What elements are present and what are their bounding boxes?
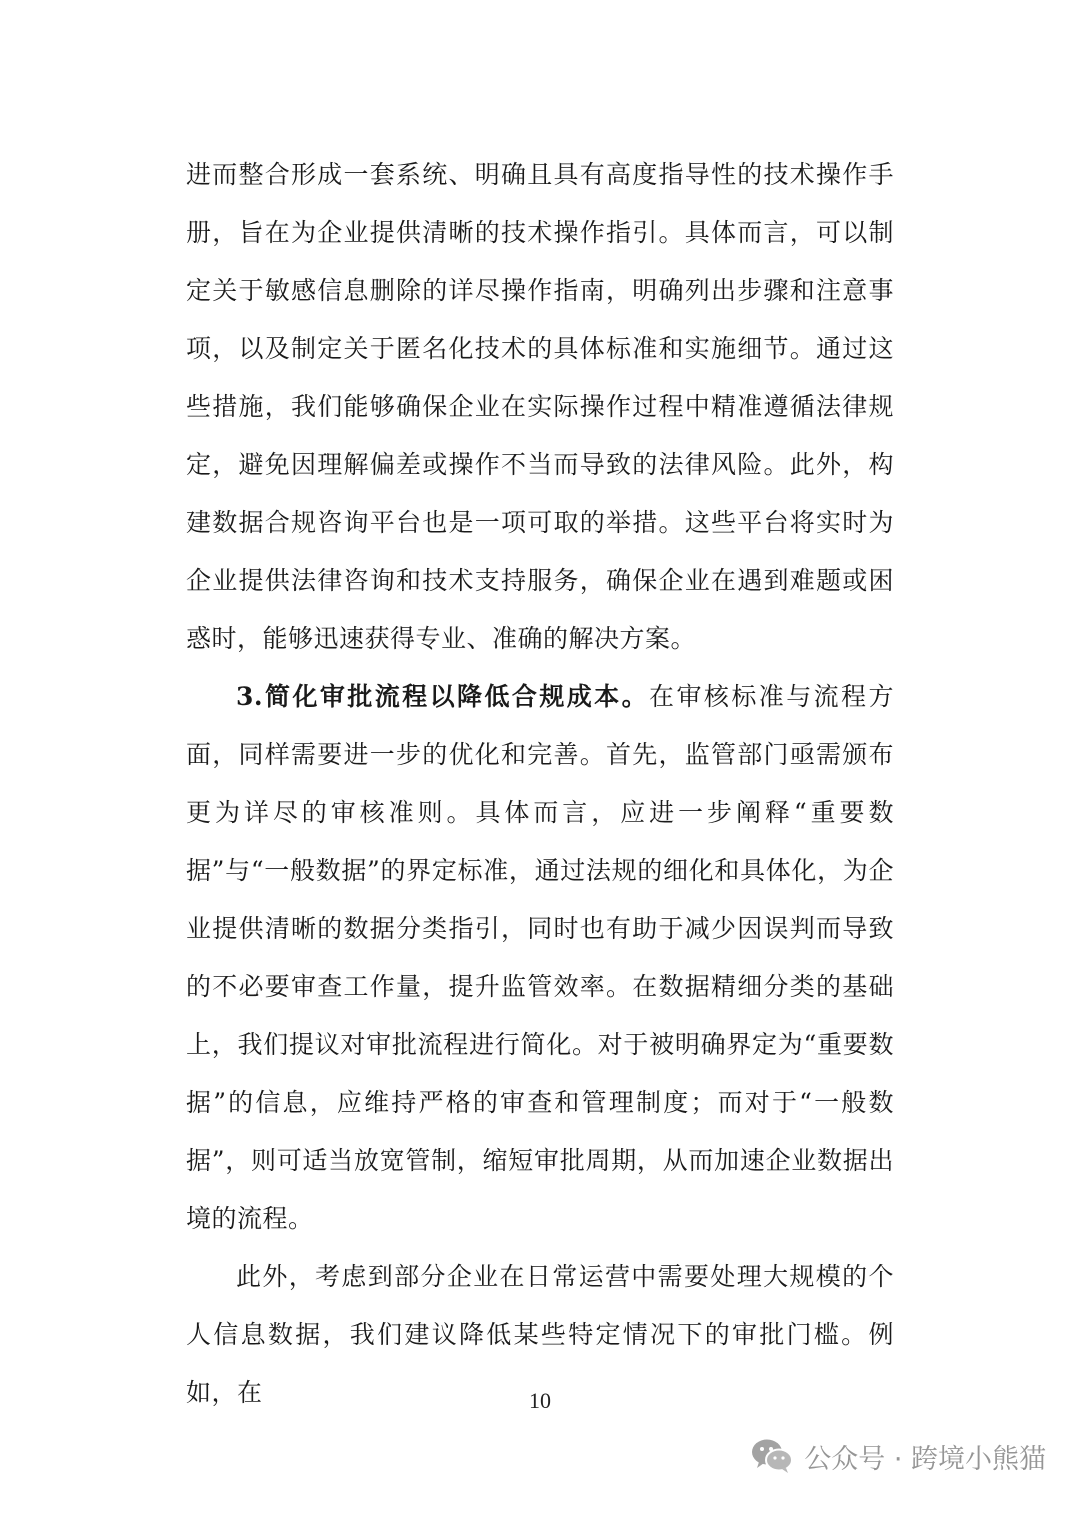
paragraph-1 <box>186 146 894 668</box>
page-number: 10 <box>529 1388 551 1413</box>
paragraph-2 <box>186 668 894 1248</box>
watermark <box>750 1428 1046 1484</box>
body-text <box>186 146 894 1422</box>
paragraph-3-text: 此外，考虑到部分企业在日常运营中需要处理大规模的个人信息数据，我们建议降低某些特定情况下的审批门槛。例如，在 <box>186 1262 894 1407</box>
paragraph-2-text: 在审核标准与流程方面，同样需要进一步的优化和完善。首先，监管部门亟需颁布更为详尽的审核准则。具体而言，应进一步阐释“重要数据”与“一般数据”的界定标准，通过法规的细化和具体化，为企业提供清晰的数据分类指引，同时也有助于减少因误判而导致的不必要审查工作量，提升监管效率。在数据精细分类的基础上，我们提议对审批流程进行简化。对于被明确界定为“重要数据”的信息，应维持严格的审查和管理制度；而对于“一般数据”，则可适当放宽管制，缩短审批周期，从而加速企业数据出境的流程。 <box>186 682 894 1233</box>
section-heading: 3.简化审批流程以降低合规成本。 <box>236 682 650 711</box>
watermark-text: 公众号 · 跨境小熊猫 <box>804 1443 1046 1475</box>
wechat-icon <box>750 1436 794 1476</box>
paragraph-1-text: 进而整合形成一套系统、明确且具有高度指导性的技术操作手册，旨在为企业提供清晰的技术操作指引。具体而言，可以制定关于敏感信息删除的详尽操作指南，明确列出步骤和注意事项，以及制定关于匿名化技术的具体标准和实施细节。通过这些措施，我们能够确保企业在实际操作过程中精准遵循法律规定，避免因理解偏差或操作不当而导致的法律风险。此外，构建数据合规咨询平台也是一项可取的举措。这些平台将实时为企业提供法律咨询和技术支持服务，确保企业在遇到难题或困惑时，能够迅速获得专业、准确的解决方案。 <box>186 160 894 653</box>
